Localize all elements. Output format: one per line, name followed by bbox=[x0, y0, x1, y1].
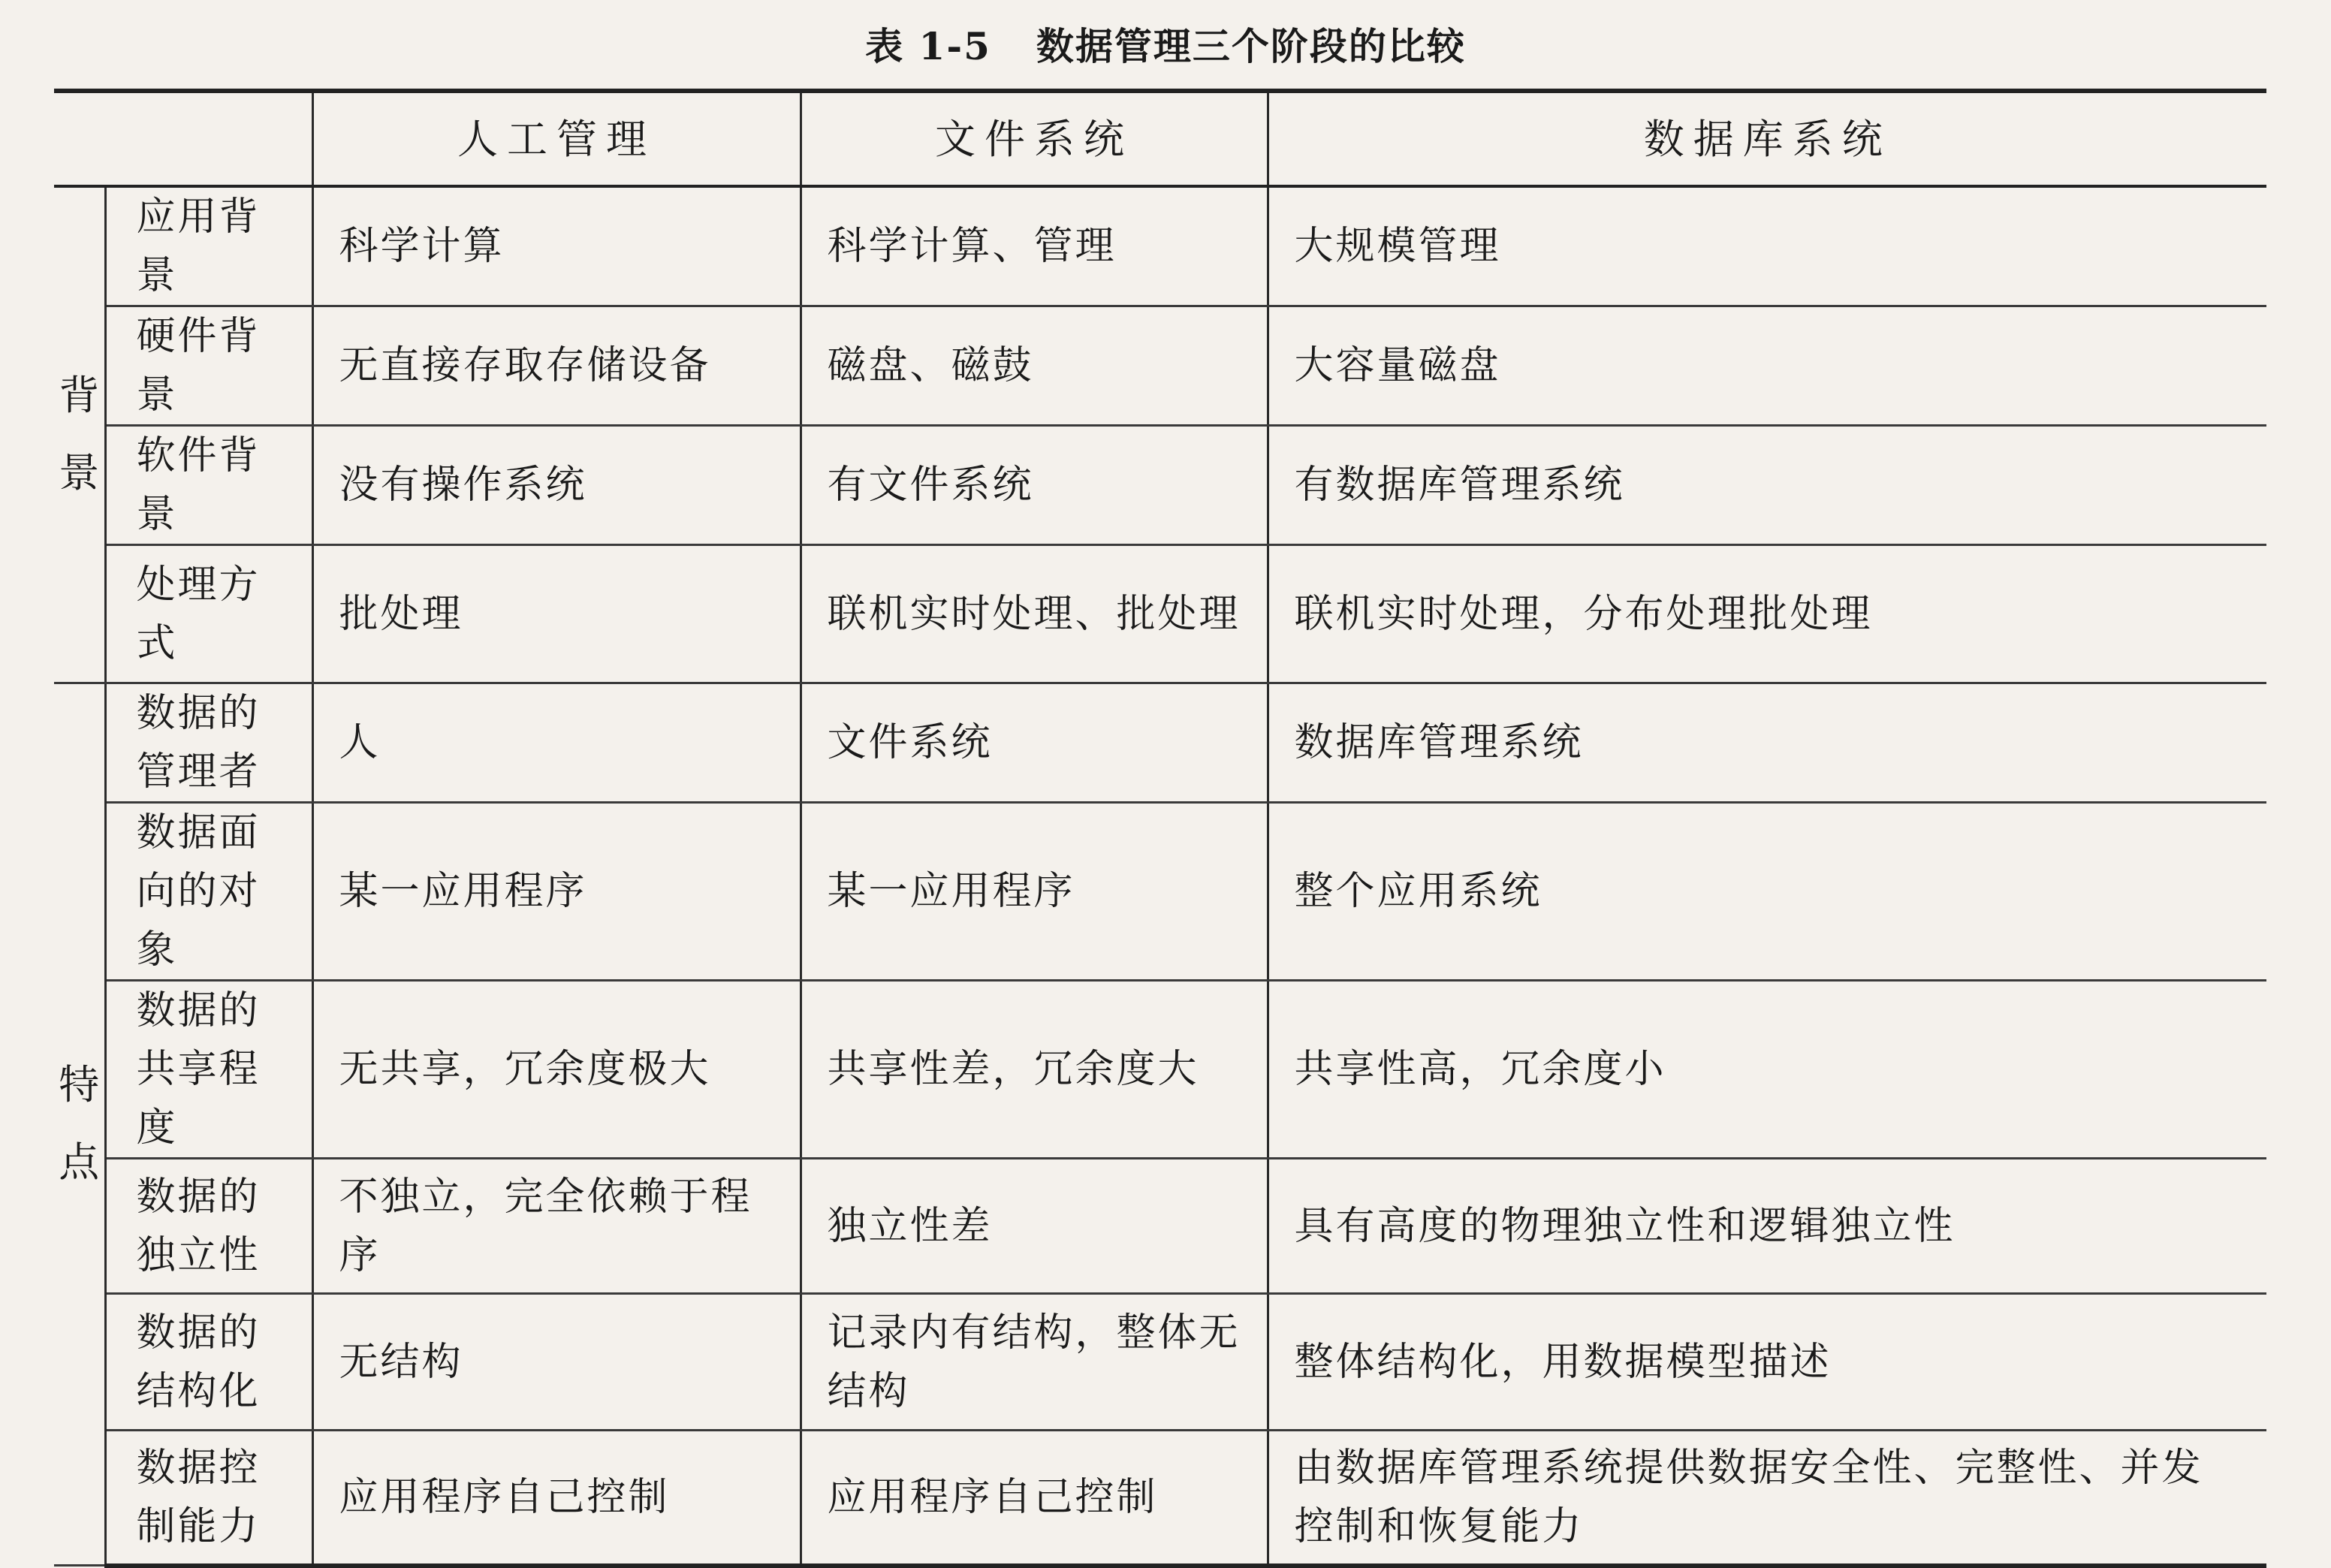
table-row bbox=[54, 186, 2266, 306]
group-background bbox=[54, 186, 105, 683]
row-attribute: 处理方式 bbox=[105, 545, 312, 683]
group-features-label: 特点 bbox=[59, 1061, 100, 1186]
table-row bbox=[54, 545, 2266, 683]
row-attribute: 软件背景 bbox=[105, 426, 312, 545]
table-row bbox=[54, 1431, 2266, 1566]
cell-file: 记录内有结构，整体无结构 bbox=[801, 1294, 1268, 1431]
table-row bbox=[54, 803, 2266, 981]
cell-database: 整体结构化，用数据模型描述 bbox=[1268, 1294, 2266, 1431]
cell-manual: 无结构 bbox=[312, 1294, 801, 1431]
cell-manual: 批处理 bbox=[312, 545, 801, 683]
cell-file: 文件系统 bbox=[801, 683, 1268, 803]
comparison-table bbox=[54, 89, 2266, 1568]
row-attribute: 数据的结构化 bbox=[105, 1294, 312, 1431]
table-row bbox=[54, 683, 2266, 803]
table-number: 表 1-5 bbox=[865, 24, 991, 68]
row-attribute: 数据的管理者 bbox=[105, 683, 312, 803]
row-attribute: 应用背景 bbox=[105, 186, 312, 306]
group-background-label: 背景 bbox=[59, 372, 100, 496]
header-corner bbox=[54, 91, 312, 186]
cell-file: 某一应用程序 bbox=[801, 803, 1268, 981]
table-row bbox=[54, 1294, 2266, 1431]
cell-manual: 不独立，完全依赖于程序 bbox=[312, 1159, 801, 1294]
cell-database: 有数据库管理系统 bbox=[1268, 426, 2266, 545]
cell-manual: 没有操作系统 bbox=[312, 426, 801, 545]
header-row bbox=[54, 91, 2266, 186]
cell-file: 应用程序自己控制 bbox=[801, 1431, 1268, 1566]
cell-database: 整个应用系统 bbox=[1268, 803, 2266, 981]
header-file-system: 文件系统 bbox=[801, 91, 1268, 186]
cell-database: 联机实时处理，分布处理批处理 bbox=[1268, 545, 2266, 683]
cell-file: 共享性差，冗余度大 bbox=[801, 981, 1268, 1159]
row-attribute: 数据的独立性 bbox=[105, 1159, 312, 1294]
cell-file: 有文件系统 bbox=[801, 426, 1268, 545]
row-attribute: 数据的共享程度 bbox=[105, 981, 312, 1159]
cell-database: 共享性高，冗余度小 bbox=[1268, 981, 2266, 1159]
cell-file: 科学计算、管理 bbox=[801, 186, 1268, 306]
table-caption bbox=[0, 17, 2331, 71]
cell-database: 数据库管理系统 bbox=[1268, 683, 2266, 803]
cell-manual: 某一应用程序 bbox=[312, 803, 801, 981]
header-database-system: 数据库系统 bbox=[1268, 91, 2266, 186]
table-title: 数据管理三个阶段的比较 bbox=[1036, 24, 1466, 68]
cell-manual: 无直接存取存储设备 bbox=[312, 306, 801, 426]
row-attribute: 硬件背景 bbox=[105, 306, 312, 426]
row-attribute: 数据控制能力 bbox=[105, 1431, 312, 1566]
row-attribute: 数据面向的对象 bbox=[105, 803, 312, 981]
cell-database: 由数据库管理系统提供数据安全性、完整性、并发控制和恢复能力 bbox=[1268, 1431, 2266, 1566]
cell-manual: 应用程序自己控制 bbox=[312, 1431, 801, 1566]
cell-database: 大规模管理 bbox=[1268, 186, 2266, 306]
cell-file: 联机实时处理、批处理 bbox=[801, 545, 1268, 683]
cell-manual: 人 bbox=[312, 683, 801, 803]
group-features bbox=[54, 683, 105, 1566]
header-manual-management: 人工管理 bbox=[312, 91, 801, 186]
cell-manual: 科学计算 bbox=[312, 186, 801, 306]
cell-manual: 无共享，冗余度极大 bbox=[312, 981, 801, 1159]
cell-file: 磁盘、磁鼓 bbox=[801, 306, 1268, 426]
cell-file: 独立性差 bbox=[801, 1159, 1268, 1294]
cell-database: 具有高度的物理独立性和逻辑独立性 bbox=[1268, 1159, 2266, 1294]
table-row bbox=[54, 306, 2266, 426]
cell-database: 大容量磁盘 bbox=[1268, 306, 2266, 426]
table-row bbox=[54, 426, 2266, 545]
table-row bbox=[54, 1159, 2266, 1294]
table-row bbox=[54, 981, 2266, 1159]
